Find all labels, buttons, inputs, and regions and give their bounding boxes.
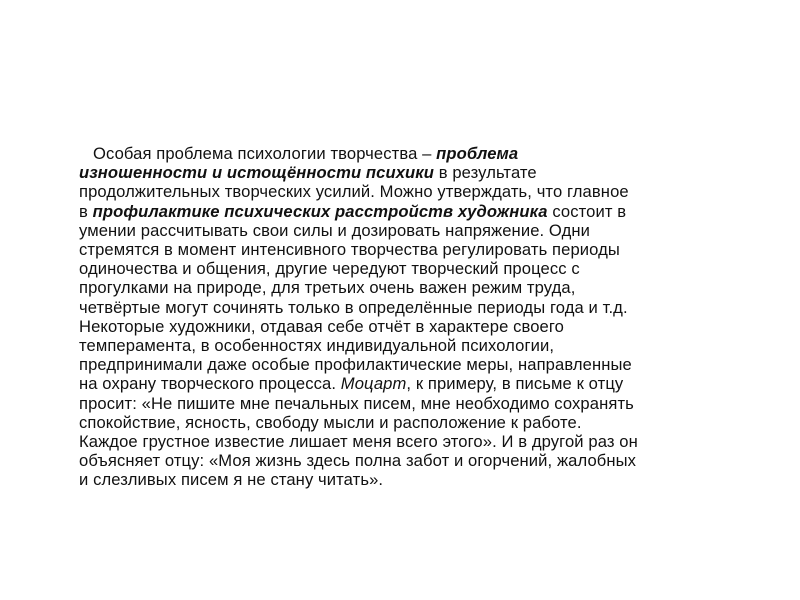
- text-run: в результате: [434, 163, 537, 183]
- emphasis-text: изношенности и истощённости психики: [79, 163, 435, 183]
- text-run: прогулками на природе, для третьих очень важен режим труда,: [79, 278, 576, 298]
- emphasis-text: профилактике психических расстройств художника: [92, 201, 548, 221]
- text-run: просит: «Не пишите мне печальных писем, мне необходимо сохранять: [79, 393, 634, 413]
- text-line: [79, 355, 759, 374]
- text-line: [79, 317, 759, 336]
- text-run: на охрану творческого процесса.: [79, 374, 341, 394]
- emphasis-text: проблема: [436, 144, 519, 163]
- text-run: спокойствие, ясность, свободу мысли и расположение к работе.: [79, 412, 582, 432]
- text-run: темперамента, в особенностях индивидуальной психологии,: [79, 336, 555, 356]
- text-run: предпринимали даже особые профилактические меры, направленные: [79, 355, 632, 375]
- text-line: [79, 182, 759, 201]
- text-line: [79, 336, 759, 355]
- text-run: умении рассчитывать свои силы и дозировать напряжение. Одни: [79, 220, 590, 240]
- text-run: Особая проблема психологии творчества –: [93, 144, 437, 163]
- text-run: стремятся в момент интенсивного творчества регулировать периоды: [79, 240, 620, 260]
- text-line: [79, 470, 759, 489]
- text-line: [79, 413, 759, 432]
- text-line: [79, 298, 759, 317]
- text-line: [79, 374, 759, 393]
- text-run: объясняет отцу: «Моя жизнь здесь полна забот и огорчений, жалобных: [79, 451, 637, 471]
- text-run: состоит в: [547, 201, 627, 221]
- text-line: [79, 259, 759, 278]
- text-run: , к примеру, в письме к отцу: [406, 374, 624, 394]
- text-line: [79, 432, 759, 451]
- text-run: Каждое грустное известие лишает меня всего этого». И в другой раз он: [79, 432, 638, 452]
- text-line: [79, 278, 759, 297]
- text-run: в: [79, 201, 93, 221]
- text-run: Некоторые художники, отдавая себе отчёт в характере своего: [79, 316, 565, 336]
- text-line: [79, 202, 759, 221]
- text-line: [79, 163, 759, 182]
- text-run: и слезливых писем я не стану читать».: [79, 470, 384, 490]
- text-line: [79, 451, 759, 470]
- text-run: одиночества и общения, другие чередуют творческий процесс с: [79, 259, 580, 279]
- text-line: [79, 144, 759, 163]
- body-text: [79, 144, 759, 490]
- text-run: продолжительных творческих усилий. Можно утверждать, что главное: [79, 182, 629, 202]
- emphasis-text: Моцарт: [340, 374, 407, 394]
- text-line: [79, 394, 759, 413]
- text-line: [79, 221, 759, 240]
- text-run: четвёртые могут сочинять только в определённые периоды года и т.д.: [79, 297, 628, 317]
- text-line: [79, 240, 759, 259]
